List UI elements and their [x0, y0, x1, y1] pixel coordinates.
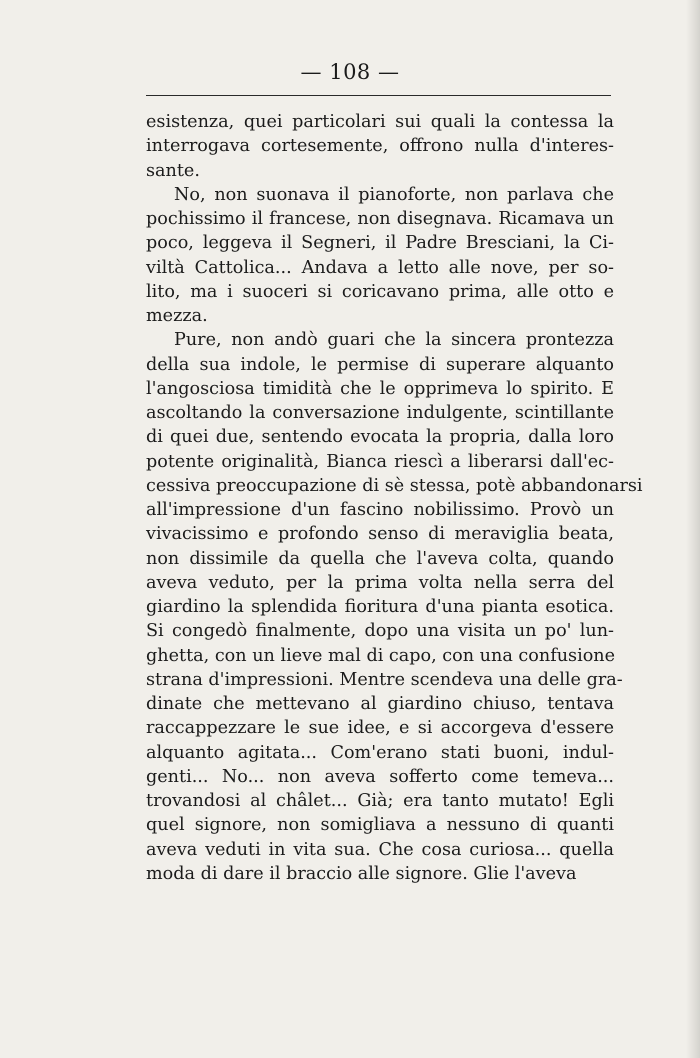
text-line: l'angosciosa timidità che le opprimeva lo spirito. E	[146, 378, 614, 399]
paragraph	[146, 328, 643, 886]
text-line: raccappezzare le sue idee, e si accorgeva d'essere	[146, 718, 614, 739]
paragraph	[146, 110, 614, 183]
text-line: potente originalità, Bianca riescì a liberarsi dall'ec-	[146, 451, 614, 472]
text-line: ghetta, con un lieve mal di capo, con una confusione	[146, 645, 616, 666]
paragraph	[146, 183, 614, 329]
text-line: viltà Cattolica... Andava a letto alle nove, per so-	[146, 257, 614, 278]
text-line: all'impressione d'un fascino nobilissimo. Provò un	[146, 500, 614, 520]
text-line: non dissimile da quella che l'aveva colta, quando	[146, 548, 614, 569]
text-line: della sua indole, le permise di superare alquanto	[146, 354, 614, 375]
text-line: vivacissimo e profondo senso di meraviglia beata,	[146, 524, 614, 545]
text-line: trovandosi al châlet... Già; era tanto mutato! Egli	[146, 791, 614, 811]
header-rule	[146, 95, 611, 96]
text-line: ascoltando la conversazione indulgente, scintillante	[146, 403, 614, 423]
text-line: interrogava cortesemente, offrono nulla d'interes-	[146, 136, 614, 157]
text-line: cessiva preoccupazione di sè stessa, potè abbandonarsi	[146, 475, 643, 496]
text-line: alquanto agitata... Com'erano stati buoni, indul-	[146, 742, 614, 763]
text-line: dinate che mettevano al giardino chiuso, tentava	[146, 694, 614, 714]
text-line: mezza.	[146, 306, 208, 326]
text-line: pochissimo il francese, non disegnava. Ricamava un	[146, 209, 614, 229]
text-line: No, non suonava il pianoforte, non parlava che	[174, 184, 614, 205]
text-line: sante.	[146, 160, 200, 181]
text-line: aveva veduto, per la prima volta nella serra del	[146, 572, 614, 593]
text-line: di quei due, sentendo evocata la propria, dalla loro	[146, 427, 614, 448]
text-line: quel signore, non somigliava a nessuno di quanti	[146, 815, 614, 836]
text-line: esistenza, quei particolari sui quali la contessa la	[146, 112, 614, 132]
page-number: — 108 —	[300, 60, 400, 84]
text-line: lito, ma i suoceri si coricavano prima, alle otto e	[146, 281, 614, 302]
text-line: Pure, non andò guari che la sincera prontezza	[174, 330, 614, 351]
text-line: giardino la splendida fioritura d'una pianta esotica.	[146, 597, 614, 617]
text-line: strana d'impressioni. Mentre scendeva una delle gra-	[146, 669, 623, 690]
text-line: Si congedò finalmente, dopo una visita un po' lun-	[146, 621, 614, 642]
text-line: poco, leggeva il Segneri, il Padre Bresciani, la Ci-	[146, 233, 614, 254]
body-text	[146, 110, 643, 886]
text-line: moda di dare il braccio alle signore. Glie l'aveva	[146, 863, 577, 884]
text-line: aveva veduti in vita sua. Che cosa curiosa... quella	[146, 839, 614, 860]
page-edge-shadow	[686, 0, 700, 1058]
text-line: genti... No... non aveva sofferto come temeva...	[146, 766, 614, 787]
